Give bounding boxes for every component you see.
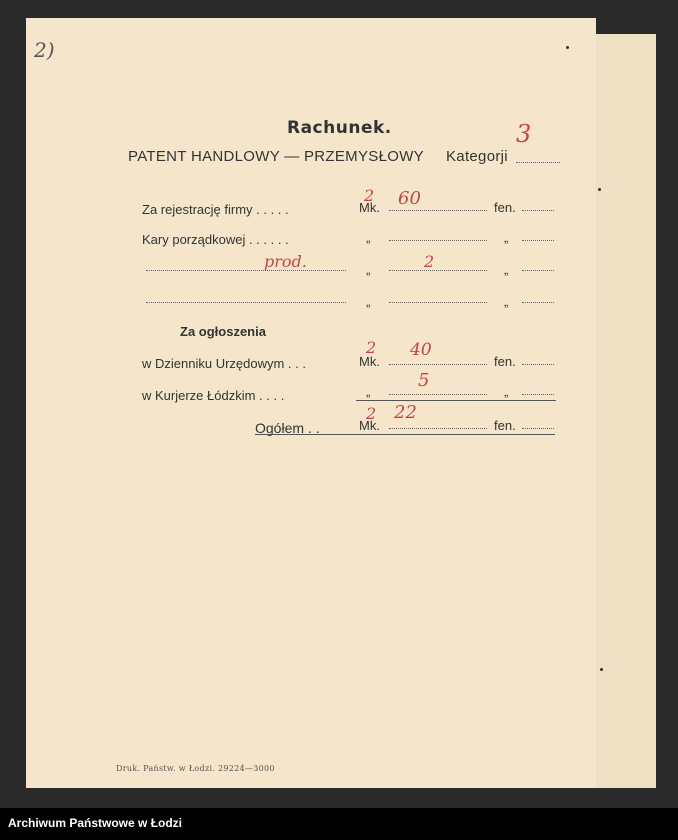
kurjer-label: w Kurjerze Łódzkim . . . .: [142, 388, 285, 403]
ogloszenia-heading: Za ogłoszenia: [180, 324, 266, 339]
rejestracja-fen-unit: fen.: [494, 200, 516, 215]
archive-caption: Archiwum Państwowe w Łodzi: [8, 816, 183, 830]
ogolem-fen-unit: fen.: [494, 418, 516, 433]
dziennik-handwritten-mk: 2: [366, 338, 377, 357]
blank-row-1-fen-line: [522, 270, 554, 271]
document-title: Rachunek.: [287, 118, 392, 138]
corner-mark: 2): [34, 38, 55, 62]
document-subtitle: PATENT HANDLOWY — PRZEMYSŁOWY: [128, 148, 424, 165]
blank-row-1-handwritten-mk: 2: [424, 252, 435, 271]
kurjer-underline: [356, 400, 556, 401]
rejestracja-label: Za rejestrację firmy . . . . .: [142, 202, 289, 217]
ogolem-label: Ogółem . .: [255, 420, 320, 436]
printer-imprint: Druk. Państw. w Łodzi. 29224—3000: [116, 764, 275, 773]
blank-row-2-mk-ditto: „: [366, 294, 371, 309]
dziennik-fen-unit: fen.: [494, 354, 516, 369]
rejestracja-handwritten-mk: 2: [364, 186, 375, 205]
ogolem-handwritten-mk: 2: [366, 404, 377, 423]
blank-row-1-mk-line: [389, 270, 487, 271]
rejestracja-handwritten-fen: 60: [398, 188, 421, 209]
kary-label: Kary porządkowej . . . . . .: [142, 232, 289, 247]
kurjer-handwritten-fen: 5: [418, 370, 430, 391]
ogolem-fen-line: [522, 428, 554, 429]
kurjer-fen-ditto: „: [504, 384, 509, 399]
kurjer-fen-line: [522, 394, 554, 395]
dziennik-mk-unit: Mk.: [359, 354, 380, 369]
ogolem-underline: [255, 434, 555, 435]
rejestracja-fen-line: [522, 210, 554, 211]
paper-speck: [600, 668, 603, 671]
rejestracja-mk-unit: Mk.: [359, 200, 380, 215]
blank-row-1-label-line: [146, 270, 346, 271]
dziennik-label: w Dzienniku Urzędowym . . .: [142, 356, 306, 371]
blank-row-2-mk-line: [389, 302, 487, 303]
kategoria-handwritten-value: 3: [516, 120, 532, 148]
dziennik-handwritten-fen: 40: [410, 340, 432, 360]
archive-caption-bar: [0, 808, 678, 840]
blank-row-2-label-line: [146, 302, 346, 303]
blank-row-1-mk-ditto: „: [366, 262, 371, 277]
kary-fen-ditto: „: [504, 230, 509, 245]
blank-row-2-fen-line: [522, 302, 554, 303]
document-sheet: [26, 18, 596, 788]
kurjer-mk-ditto: „: [366, 384, 371, 399]
kurjer-mk-line: [389, 394, 487, 395]
ogolem-mk-line: [389, 428, 487, 429]
paper-speck: [598, 188, 601, 191]
blank-row-1-fen-ditto: „: [504, 262, 509, 277]
ogolem-mk-unit: Mk.: [359, 418, 380, 433]
rejestracja-mk-line: [389, 210, 487, 211]
dziennik-fen-line: [522, 364, 554, 365]
kary-fen-line: [522, 240, 554, 241]
blank-row-1-handwritten-label: prod.: [264, 252, 307, 271]
paper-speck: [566, 46, 569, 49]
kary-mk-ditto: „: [366, 230, 371, 245]
kategoria-label: Kategorji: [446, 148, 508, 165]
ogolem-handwritten-fen: 22: [394, 402, 417, 423]
kategoria-dotted-line: [516, 162, 560, 163]
kary-mk-line: [389, 240, 487, 241]
blank-row-2-fen-ditto: „: [504, 294, 509, 309]
dziennik-mk-line: [389, 364, 487, 365]
